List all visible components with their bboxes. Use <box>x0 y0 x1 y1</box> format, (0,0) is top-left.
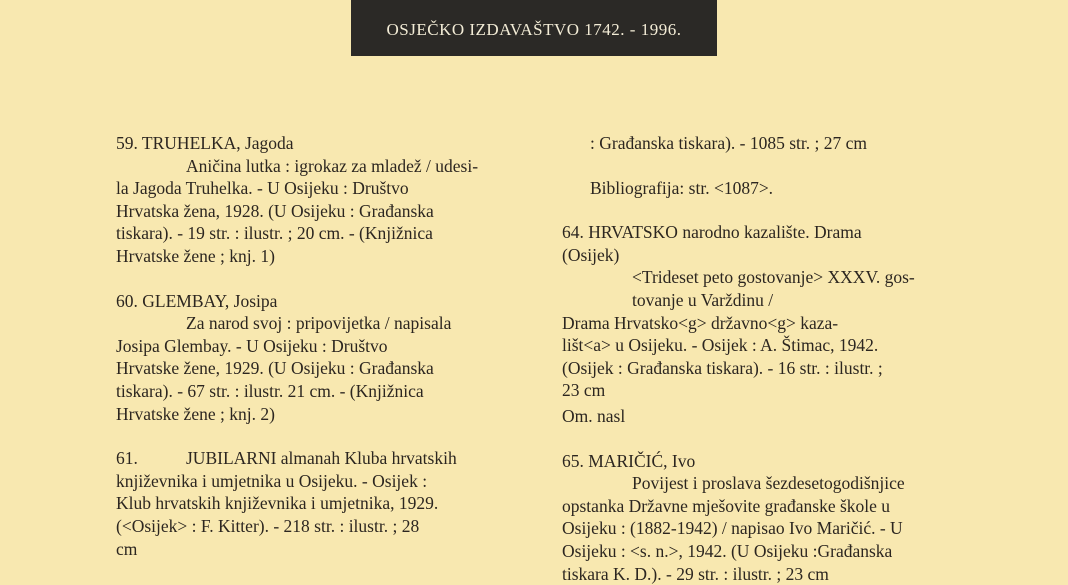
entry-line: tiskara K. D.). - 29 str. : ilustr. ; 23 cm <box>562 563 954 585</box>
left-column <box>116 132 510 560</box>
header-banner <box>351 0 717 56</box>
entry-line: (Osijek : Građanska tiskara). - 16 str. : ilustr. ; <box>562 357 954 380</box>
entry-line: Aničina lutka : igrokaz za mladež / udesi- <box>116 155 510 178</box>
entry-heading: 59. TRUHELKA, Jagoda <box>116 132 510 155</box>
entry-line: Hrvatske žene, 1929. (U Osijeku : Građanska <box>116 357 510 380</box>
entry-line: 23 cm <box>562 379 954 402</box>
entry-line: tovanje u Varždinu / <box>562 289 954 312</box>
entry-heading: 64. HRVATSKO narodno kazalište. Drama <box>562 221 954 244</box>
entry-line: Osijeku : (1882-1942) / napisao Ivo Maričić. - U <box>562 517 954 540</box>
entry-line: JUBILARNI almanah Kluba hrvatskih <box>186 447 510 470</box>
entry-60 <box>116 290 510 426</box>
entry-line: (Osijek) <box>562 244 954 267</box>
entry-line: Hrvatske žene ; knj. 1) <box>116 245 510 268</box>
entry-line: la Jagoda Truhelka. - U Osijeku : Društvo <box>116 177 510 200</box>
entry-line: Drama Hrvatsko<g> državno<g> kaza- <box>562 312 954 335</box>
entry-59 <box>116 132 510 268</box>
entry-line: tiskara). - 67 str. : ilustr. 21 cm. - (Knjižnica <box>116 380 510 403</box>
entry-line: Za narod svoj : pripovijetka / napisala <box>116 312 510 335</box>
entry-number: 61. <box>116 447 138 470</box>
entry-line: Klub hrvatskih književnika i umjetnika, 1929. <box>116 492 510 515</box>
entry-note: Om. nasl <box>562 405 954 428</box>
entry-line: <Trideset peto gostovanje> XXXV. gos- <box>562 266 954 289</box>
entry-64 <box>562 221 954 427</box>
continued-text: : Građanska tiskara). - 1085 str. ; 27 cm <box>562 132 954 155</box>
entry-line: cm <box>116 538 510 561</box>
header-title: OSJEČKO IZDAVAŠTVO 1742. - 1996. <box>387 16 682 40</box>
right-column <box>562 132 954 585</box>
entry-line: Osijeku : <s. n.>, 1942. (U Osijeku :Građanska <box>562 540 954 563</box>
entry-line: lišt<a> u Osijeku. - Osijek : A. Štimac, 1942. <box>562 334 954 357</box>
entry-65 <box>562 450 954 585</box>
bibliography-note: Bibliografija: str. <1087>. <box>562 177 954 200</box>
entry-61 <box>116 447 510 560</box>
entry-line: Hrvatska žena, 1928. (U Osijeku : Građanska <box>116 200 510 223</box>
entry-line: Josipa Glembay. - U Osijeku : Društvo <box>116 335 510 358</box>
entry-line: opstanka Državne mješovite građanske škole u <box>562 495 954 518</box>
entry-line: Hrvatske žene ; knj. 2) <box>116 403 510 426</box>
entry-heading: 60. GLEMBAY, Josipa <box>116 290 510 313</box>
entry-line: Povijest i proslava šezdesetogodišnjice <box>562 472 954 495</box>
entry-line: (<Osijek> : F. Kitter). - 218 str. : ilustr. ; 28 <box>116 515 510 538</box>
entry-line: književnika i umjetnika u Osijeku. - Osijek : <box>116 470 510 493</box>
entry-heading: 65. MARIČIĆ, Ivo <box>562 450 954 473</box>
entry-line: tiskara). - 19 str. : ilustr. ; 20 cm. - (Knjižnica <box>116 222 510 245</box>
